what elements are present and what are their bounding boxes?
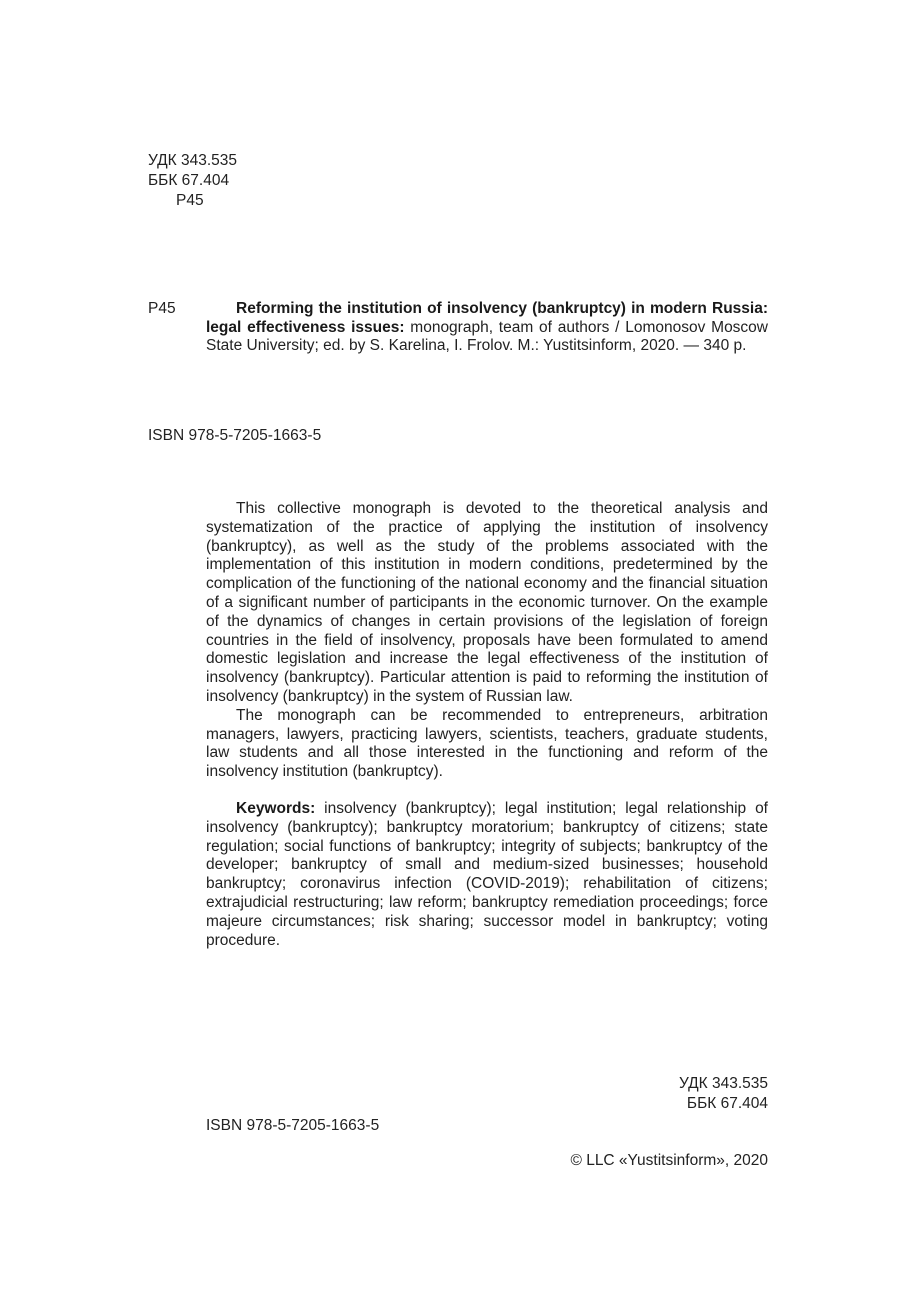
author-mark: Р45 (176, 192, 204, 209)
bibliographic-entry (206, 300, 768, 356)
book-description: monograph, team of authors / Lomonosov Moscow State University; ed. by S. Karelina, I. Frolov. M.: Yustitsinform, 2020. — 340 p. (206, 318, 768, 354)
isbn-bottom: ISBN 978-5-7205-1663-5 (206, 1117, 380, 1134)
bbk-code: ББК 67.404 (148, 172, 230, 189)
bibliographic-mark: Р45 (148, 300, 176, 317)
abstract-paragraph-2: The monograph can be recommended to entrepreneurs, arbitration managers, lawyers, practicing lawyers, scientists, teachers, graduate students, law students and all those interested in the functioning and reform of the insolvency institution (bankruptcy). (206, 706, 768, 781)
udk-code-bottom: УДК 343.535 (678, 1075, 768, 1092)
classification-codes-top (148, 151, 237, 211)
abstract (206, 500, 768, 782)
classification-codes-bottom (679, 1074, 768, 1114)
udk-code: УДК 343.535 (148, 152, 238, 169)
abstract-paragraph-1: This collective monograph is devoted to the theoretical analysis and systematization of the practice of applying the institution of insolvency (bankruptcy), as well as the study of the problems associated with the implementation of this institution in modern conditions, predetermined by the complication of the functioning of the national economy and the financial situation of a significant number of participants in the economic turnover. On the example of the dynamics of changes in certain provisions of the legislation of foreign countries in the field of insolvency, proposals have been formulated to amend domestic legislation and increase the legal effectiveness of the institution of insolvency (bankruptcy). Particular attention is paid to reforming the institution of insolvency (bankruptcy) in the system of Russian law. (206, 500, 768, 705)
isbn-top: ISBN 978-5-7205-1663-5 (148, 427, 322, 444)
keywords-label: Keywords: (236, 800, 316, 817)
book-title: Reforming the institution of insolvency (bankruptcy) in modern Russia: legal effectiveness issues: (206, 300, 768, 336)
keywords (206, 800, 768, 950)
keywords-text: insolvency (bankruptcy); legal institution; legal relationship of insolvency (bankruptcy); bankruptcy moratorium; bankruptcy of citizens; state regulation; social functions of bankruptcy; integrity of subjects; bankruptcy of the developer; bankruptcy of small and medium-sized businesses; household bankruptcy; coronavirus infection (COVID-2019); rehabilitation of citizens; extrajudicial restructuring; law reform; bankruptcy remediation proceedings; force majeure circumstances; risk sharing; successor model in bankruptcy; voting procedure. (206, 800, 768, 949)
copyright: © LLC «Yustitsinform», 2020 (570, 1152, 768, 1169)
bbk-code-bottom: ББК 67.404 (686, 1095, 768, 1112)
